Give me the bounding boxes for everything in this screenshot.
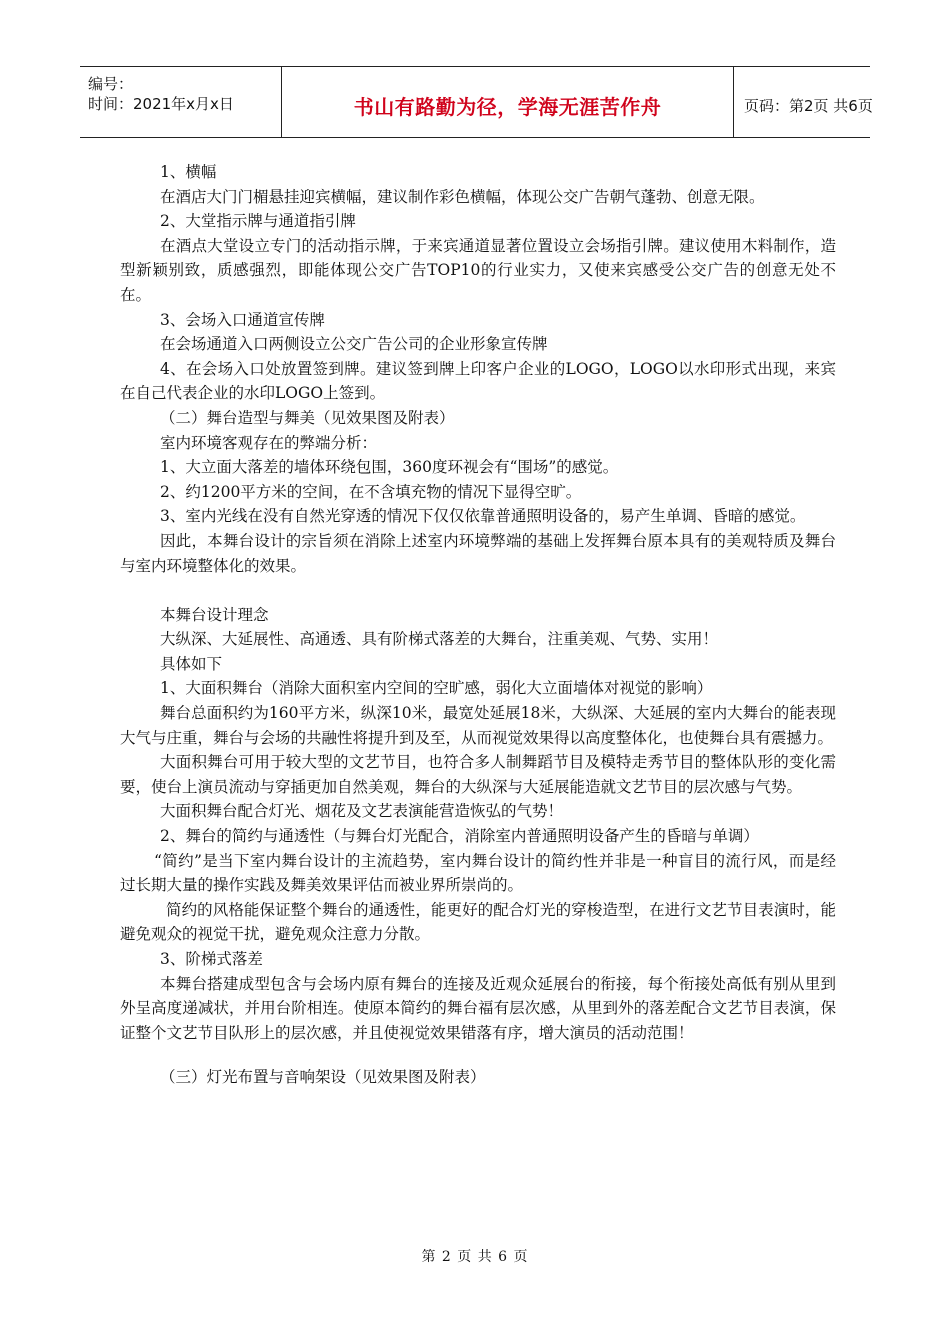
body-paragraph: 2、约1200平方米的空间，在不含填充物的情况下显得空旷。 bbox=[160, 482, 582, 501]
body-paragraph: 舞台总面积约为160平方米，纵深10米，最宽处延展18米，大纵深、大延展的室内大舞台的能表现大气与庄重，舞台与会场的共融性将提升到及至，从而视觉效果得以高度整体化，也使舞台具有震撼力。 bbox=[120, 704, 836, 747]
body-paragraph: 具体如下 bbox=[160, 654, 223, 673]
body-paragraph: 1、大面积舞台（消除大面积室内空间的空旷感，弱化大立面墙体对视觉的影响） bbox=[160, 679, 713, 698]
document-number-label: 编号： bbox=[88, 75, 134, 93]
document-header bbox=[80, 66, 873, 138]
header-page-code: 页码：第2页 共6页 bbox=[744, 97, 873, 115]
body-paragraph: 室内环境客观存在的弊端分析： bbox=[160, 433, 378, 452]
body-paragraph: 2、大堂指示牌与通道指引牌 bbox=[160, 212, 356, 231]
body-paragraph: 本舞台设计理念 bbox=[160, 605, 269, 624]
body-paragraph: 在酒点大堂设立专门的活动指示牌，于来宾通道显著位置设立会场指引牌。建议使用木料制作，造型新颖别致，质感强烈，即能体现公交广告TOP10的行业实力，又使来宾感受公交广告的创意无处不在。 bbox=[120, 236, 836, 304]
body-paragraph: 本舞台搭建成型包含与会场内原有舞台的连接及近观众延展台的衔接，每个衔接处高低有别从里到外呈高度递减状，并用台阶相连。使原本简约的舞台福有层次感，从里到外的落差配合文艺节目表演，保证整个文艺节目队形上的层次感，并且使视觉效果错落有序，增大演员的活动范围！ bbox=[120, 974, 836, 1042]
header-motto-cell bbox=[282, 67, 734, 137]
body-paragraph: 3、会场入口通道宣传牌 bbox=[160, 310, 325, 329]
body-paragraph: 简约的风格能保证整个舞台的通透性，能更好的配合灯光的穿梭造型，在进行文艺节目表演时，能避免观众的视觉干扰，避免观众注意力分散。 bbox=[120, 900, 836, 944]
body-paragraph: 大面积舞台可用于较大型的文艺节目，也符合多人制舞蹈节目及模特走秀节目的整体队形的变化需要，使台上演员流动与穿插更加自然美观，舞台的大纵深与大延展能造就文艺节目的层次感与气势。 bbox=[120, 753, 836, 796]
body-paragraph: 1、横幅 bbox=[160, 163, 217, 181]
body-paragraph: 因此，本舞台设计的宗旨须在消除上述室内环境弊端的基础上发挥舞台原本具有的美观特质及舞台与室内环境整体化的效果。 bbox=[120, 531, 836, 575]
body-paragraph: “简约”是当下室内舞台设计的主流趋势，室内舞台设计的简约性并非是一种盲目的流行风，而是经过长期大量的操作实践及舞美效果评估而被业界所崇尚的。 bbox=[120, 851, 836, 895]
body-paragraph: 3、阶梯式落差 bbox=[160, 950, 263, 968]
body-paragraph: （三）灯光布置与音响架设（见效果图及附表） bbox=[160, 1068, 486, 1087]
header-motto: 书山有路勤为径，学海无涯苦作舟 bbox=[353, 95, 662, 119]
body-paragraph: 1、大立面大落差的墙体环绕包围，360度环视会有“围场”的感觉。 bbox=[160, 458, 619, 477]
body-paragraph: 在会场通道入口两侧设立公交广告公司的企业形象宣传牌 bbox=[160, 335, 548, 354]
paragraph-spacer bbox=[120, 578, 836, 603]
body-paragraph: （二）舞台造型与舞美（见效果图及附表） bbox=[160, 408, 455, 427]
paragraph-spacer bbox=[120, 1045, 836, 1065]
body-paragraph: 3、室内光线在没有自然光穿透的情况下仅仅依靠普通照明设备的，易产生单调、昏暗的感觉。 bbox=[160, 507, 806, 526]
header-page-cell bbox=[734, 67, 873, 137]
body-paragraph: 大面积舞台配合灯光、烟花及文艺表演能营造恢弘的气势！ bbox=[160, 802, 564, 821]
body-paragraph: 大纵深、大延展性、高通透、具有阶梯式落差的大舞台，注重美观、气势、实用！ bbox=[160, 630, 719, 649]
body-paragraph: 在酒店大门门楣悬挂迎宾横幅，建议制作彩色横幅，体现公交广告朝气蓬勃、创意无限。 bbox=[160, 187, 765, 206]
header-meta-cell bbox=[80, 67, 282, 137]
document-body bbox=[120, 160, 836, 1090]
body-paragraph: 2、舞台的简约与通透性（与舞台灯光配合，消除室内普通照明设备产生的昏暗与单调） bbox=[160, 827, 759, 846]
body-paragraph: 4、在会场入口处放置签到牌。建议签到牌上印客户企业的LOGO，LOGO以水印形式出现，来宾在自己代表企业的水印LOGO上签到。 bbox=[120, 359, 836, 403]
page-footer: 第 2 页 共 6 页 bbox=[421, 1249, 529, 1265]
document-date-label: 时间：2021年x月x日 bbox=[88, 95, 234, 113]
